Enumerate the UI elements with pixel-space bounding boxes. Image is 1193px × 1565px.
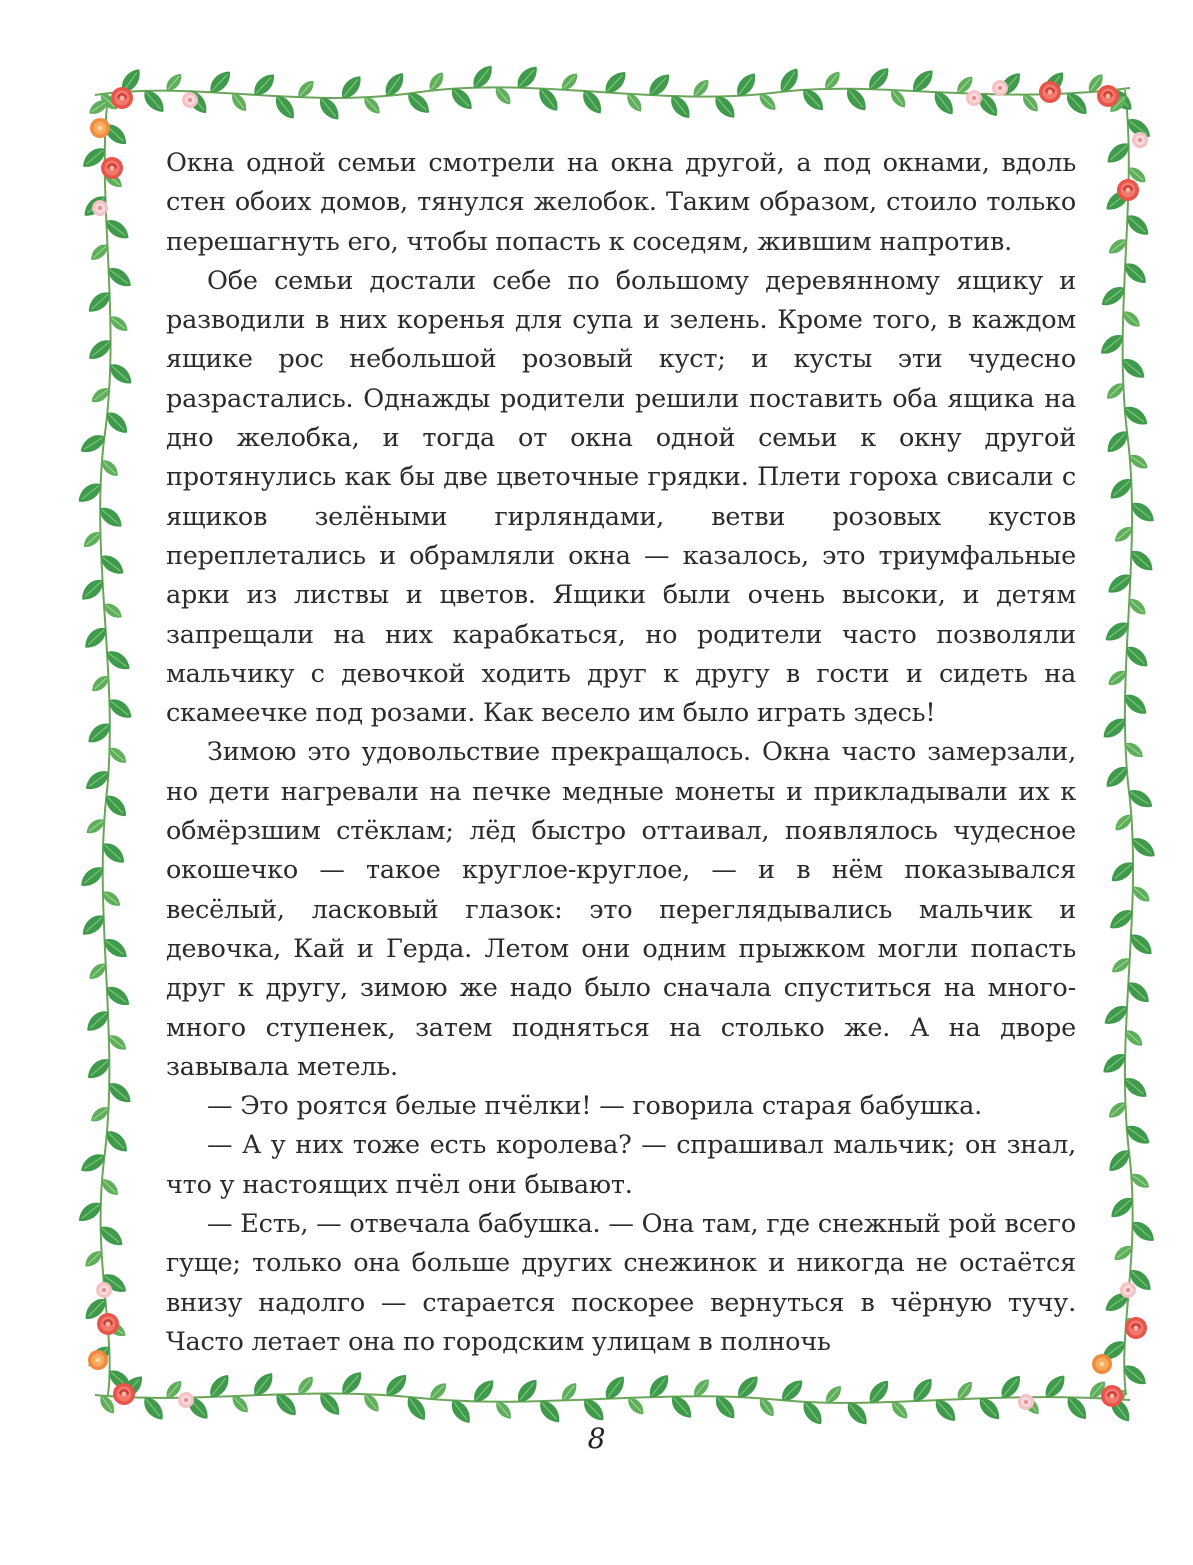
rose-icon [97, 1313, 119, 1335]
rose-icon [966, 90, 982, 106]
rose-icon [1120, 1282, 1136, 1298]
rose-icon [182, 92, 198, 108]
paragraph-4: — Это роятся белые пчёлки! — говорила старая бабушка. [207, 1091, 983, 1122]
paragraph-6: — Есть, — отвечала бабушка. — Она там, где снежный рой всего гуще; только она больше других снежинок и никогда не остаётся внизу надолго — старается поскорее вернуться в чёрную тучу. Часто летает она по городским улицам в полночь [166, 1209, 1076, 1357]
rose-icon [111, 87, 133, 109]
rose-icon [1039, 81, 1061, 103]
paragraph-5: — А у них тоже есть королева? — спрашивал мальчик; он знал, что у настоящих пчёл они бывают. [166, 1130, 1076, 1200]
rose-icon [178, 1392, 194, 1408]
rose-icon [88, 1350, 108, 1370]
paragraph-1: Окна одной семьи смотрели на окна другой, а под окнами, вдоль стен обоих домов, тянулся желобок. Таким образом, стоило только перешагнуть его, чтобы попасть к соседям, жившим напротив. [166, 148, 1076, 257]
left-vine [100, 95, 110, 1395]
paragraph-2: Обе семьи достали себе по большому деревянному ящику и разводили в них коренья для супа и зелень. Кроме того, в каждом ящике рос небольшой розовый куст; и кусты эти чудесно разрастались. Однажды родители решили поставить оба ящика на дно желобка, и тогда от окна одной семьи к окну другой протянулись как бы две цветочные грядки. Плети гороха свисали с ящиков зелёными гирляндами, ветви розовых кустов переплетались и обрамляли окна — казалось, это триумфальные арки из листвы и цветов. Ящики были очень высоки, и детям запрещали на них карабкаться, но родители часто позволяли мальчику с девочкой ходить друг к другу в гости и сидеть на скамеечке под розами. Как весело им было играть здесь! [166, 265, 1076, 729]
body-text [166, 144, 1076, 1364]
rose-icon [96, 1282, 112, 1298]
rose-icon [1097, 85, 1119, 107]
right-leaves [1097, 92, 1159, 1409]
left-leaves [74, 97, 135, 1395]
rose-icon [101, 157, 123, 179]
paragraph-3: Зимою это удовольствие прекращалось. Окна часто замерзали, но дети нагревали на печке медные монеты и прикладывали их к обмёрзшим стёклам; лёд быстро оттаивал, появлялось чудесное окошечко — такое круглое-круглое, — и в нём показывался весёлый, ласковый глазок: это переглядывались мальчик и девочка, Кай и Герда. Летом они одним прыжком могли попасть друг к другу, зимою же надо было сначала спуститься на много-много ступенек, затем подняться на столько же. А на дворе завывала метель. [166, 737, 1076, 1082]
rose-icon [1092, 1354, 1112, 1374]
rose-icon [1125, 1317, 1147, 1339]
rose-icon [1018, 1394, 1034, 1410]
rose-icon [1101, 1385, 1123, 1407]
rose-icon [92, 200, 108, 216]
rose-icon [113, 1383, 135, 1405]
rose-icon [1132, 132, 1148, 148]
rose-icon [1117, 179, 1139, 201]
rose-icon [992, 80, 1008, 96]
page-number: 8 [587, 1422, 606, 1455]
rose-icon [90, 118, 110, 138]
